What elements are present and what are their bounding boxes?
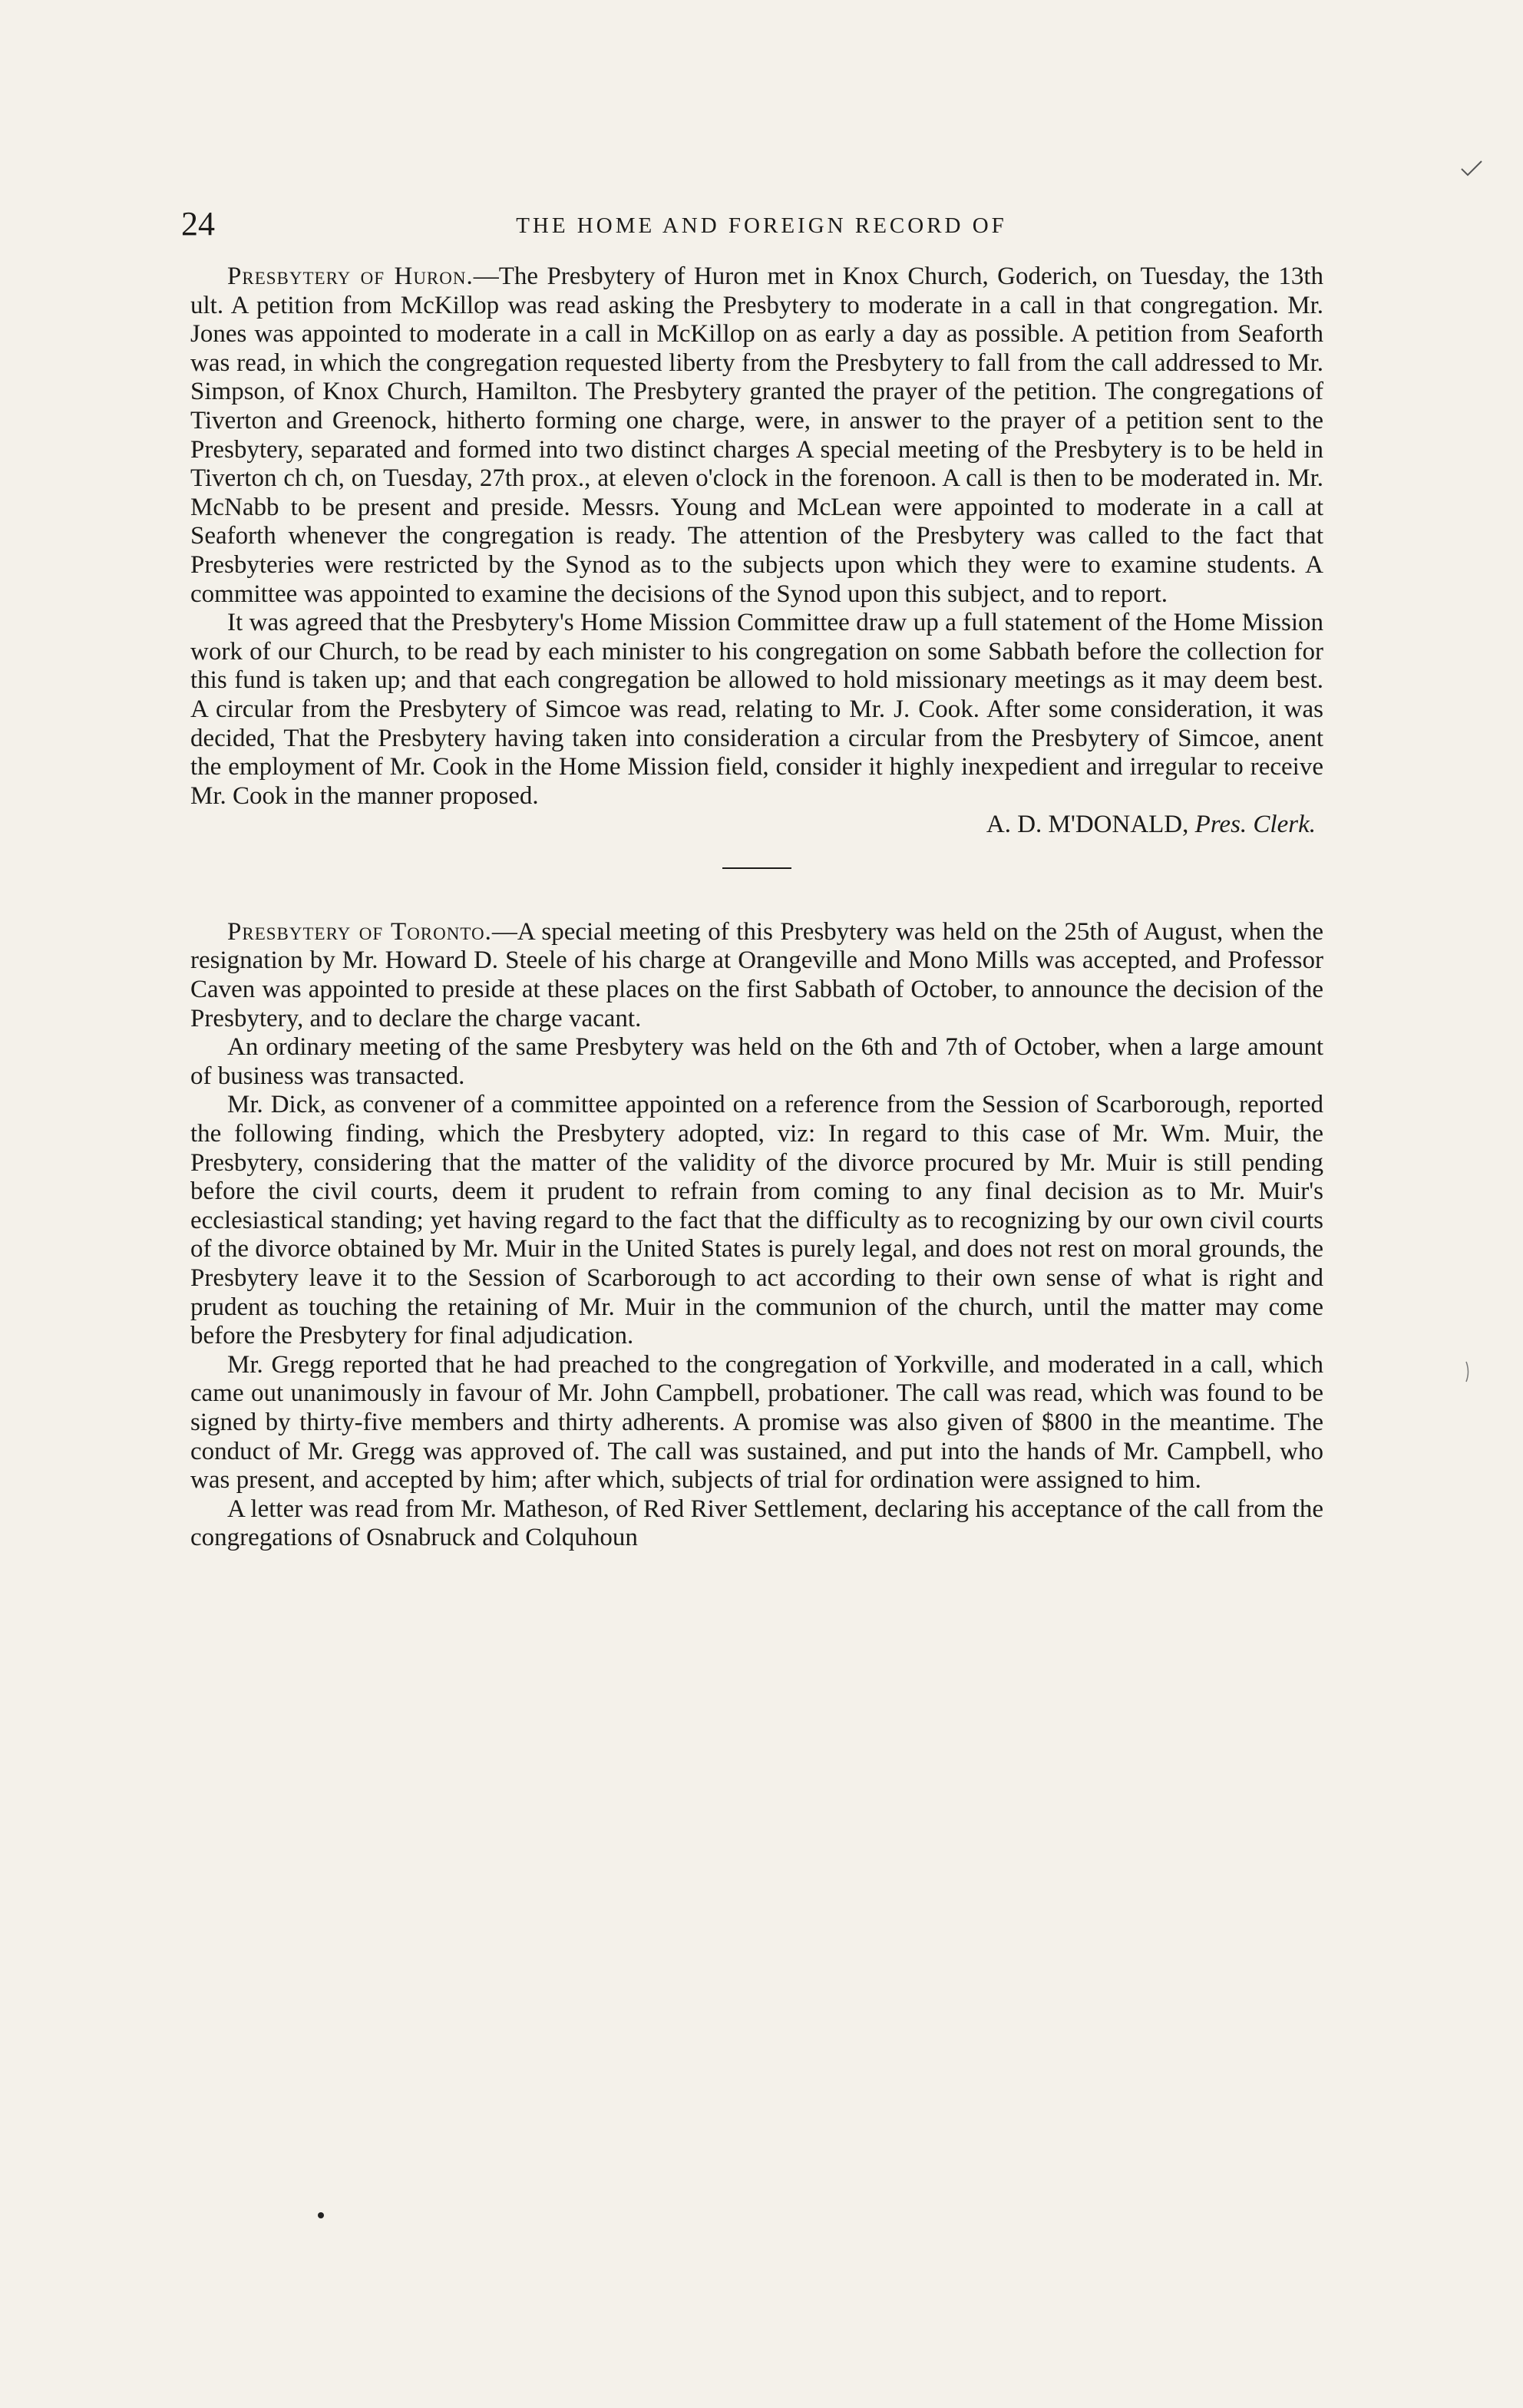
huron-heading: Presbytery of Huron. — [227, 263, 474, 290]
toronto-paragraph-4: Mr. Gregg reported that he had preached to the congregation of Yorkville, and moderated in a call, which came out unanimously in favour of Mr. John Campbell, probationer. The call was read, which was found to be signed by thirty-five members and thirty adherents. A promise was also given of $800 in the meantime. The conduct of Mr. Gregg was approved of. The call was sustained, and put into the hands of Mr. Campbell, who was present, and accepted by him; after which, subjects of trial for ordination were assigned to him. — [190, 1350, 1323, 1495]
huron-paragraph-2: It was agreed that the Presbytery's Home Mission Committee draw up a full statement of the Home Mission work of our Church, to be read by each minister to his congregation on some Sabbath before the collection for this fund is taken up; and that each congregation be allowed to hold missionary meetings as it may deem best. A circular from the Presbytery of Simcoe was read, relating to Mr. J. Cook. After some consideration, it was decided, That the Presbytery having taken into consideration a circular from the Presbytery of Simcoe, anent the employment of Mr. Cook in the Home Mission field, consider it highly inexpedient and irregular to receive Mr. Cook in the manner proposed. — [190, 609, 1323, 810]
toronto-paragraph-5: A letter was read from Mr. Matheson, of Red River Settlement, declaring his acceptance of the call from the congregations of Osnabruck and Colquhoun — [190, 1495, 1323, 1552]
toronto-report — [190, 918, 1323, 1553]
section-divider — [722, 867, 791, 869]
toronto-paragraph-1-text: —A special meeting of this Presbytery was held on the 25th of August, when the resignation by Mr. Howard D. Steele of his charge at Orangeville and Mono Mills was accepted, and Professor Caven was appointed to preside at these places on the first Sabbath of October, to announce the decision of the Presbytery, and to declare the charge vacant. — [190, 917, 1323, 1032]
ink-speck — [318, 2212, 324, 2218]
pencil-mark — [1460, 160, 1483, 178]
toronto-paragraph-2: An ordinary meeting of the same Presbytery was held on the 6th and 7th of October, when a large amount of business was transacted. — [190, 1033, 1323, 1090]
signature-role: Pres. Clerk. — [1194, 811, 1316, 839]
huron-paragraph-1 — [190, 263, 1323, 609]
huron-paragraph-1-text: —The Presbytery of Huron met in Knox Church, Goderich, on Tuesday, the 13th ult. A petition from McKillop was read asking the Presbytery to moderate in a call in that congregation. Mr. Jones was appointed to moderate in a call in McKillop on as early a day as possible. A petition from Seaforth was read, in which the congregation requested liberty from the Presbytery to fall from the call addressed to Mr. Simpson, of Knox Church, Hamilton. The Presbytery granted the prayer of the petition. The congregations of Tiverton and Greenock, hitherto forming one charge, were, in answer to the prayer of a petition sent to the Presbytery, separated and formed into two distinct charges A special meeting of the Presbytery is to be held in Tiverton ch ch, on Tuesday, 27th prox., at eleven o'clock in the forenoon. A call is then to be moderated in. Mr. McNabb to be present and preside. Messrs. Young and McLean were appointed to moderate in a call at Seaforth whenever the congregation is ready. The attention of the Presbytery was called to the fact that Presbyteries were restricted by the Synod as to the subjects upon which they were to examine students. A committee was appointed to examine the decisions of the Synod upon this subject, and to report. — [190, 263, 1323, 608]
margin-mark — [1465, 1360, 1471, 1383]
page-number: 24 — [181, 205, 215, 243]
text-column — [190, 263, 1323, 1553]
page-header — [0, 201, 1523, 247]
huron-report — [190, 263, 1323, 840]
running-head: THE HOME AND FOREIGN RECORD OF — [516, 213, 1007, 238]
toronto-paragraph-3: Mr. Dick, as convener of a committee appointed on a reference from the Session of Scarborough, reported the following finding, which the Presbytery adopted, viz: In regard to this case of Mr. Wm. Muir, the Presbytery, considering that the matter of the validity of the divorce procured by Mr. Muir is still pending before the civil courts, deem it prudent to refrain from coming to any final decision as to Mr. Muir's ecclesiastical standing; yet having regard to the fact that the difficulty as to recognizing by our own civil courts of the divorce obtained by Mr. Muir in the United States is purely legal, and does not rest on moral grounds, the Presbytery leave it to the Session of Scarborough to act according to their own sense of what is right and prudent as touching the retaining of Mr. Muir in the communion of the church, until the matter may come before the Presbytery for final adjudication. — [190, 1091, 1323, 1350]
toronto-paragraph-1 — [190, 918, 1323, 1033]
huron-signature — [190, 811, 1323, 840]
toronto-heading: Presbytery of Toronto. — [227, 917, 492, 946]
signature-name: A. D. M'DONALD, — [986, 811, 1189, 839]
